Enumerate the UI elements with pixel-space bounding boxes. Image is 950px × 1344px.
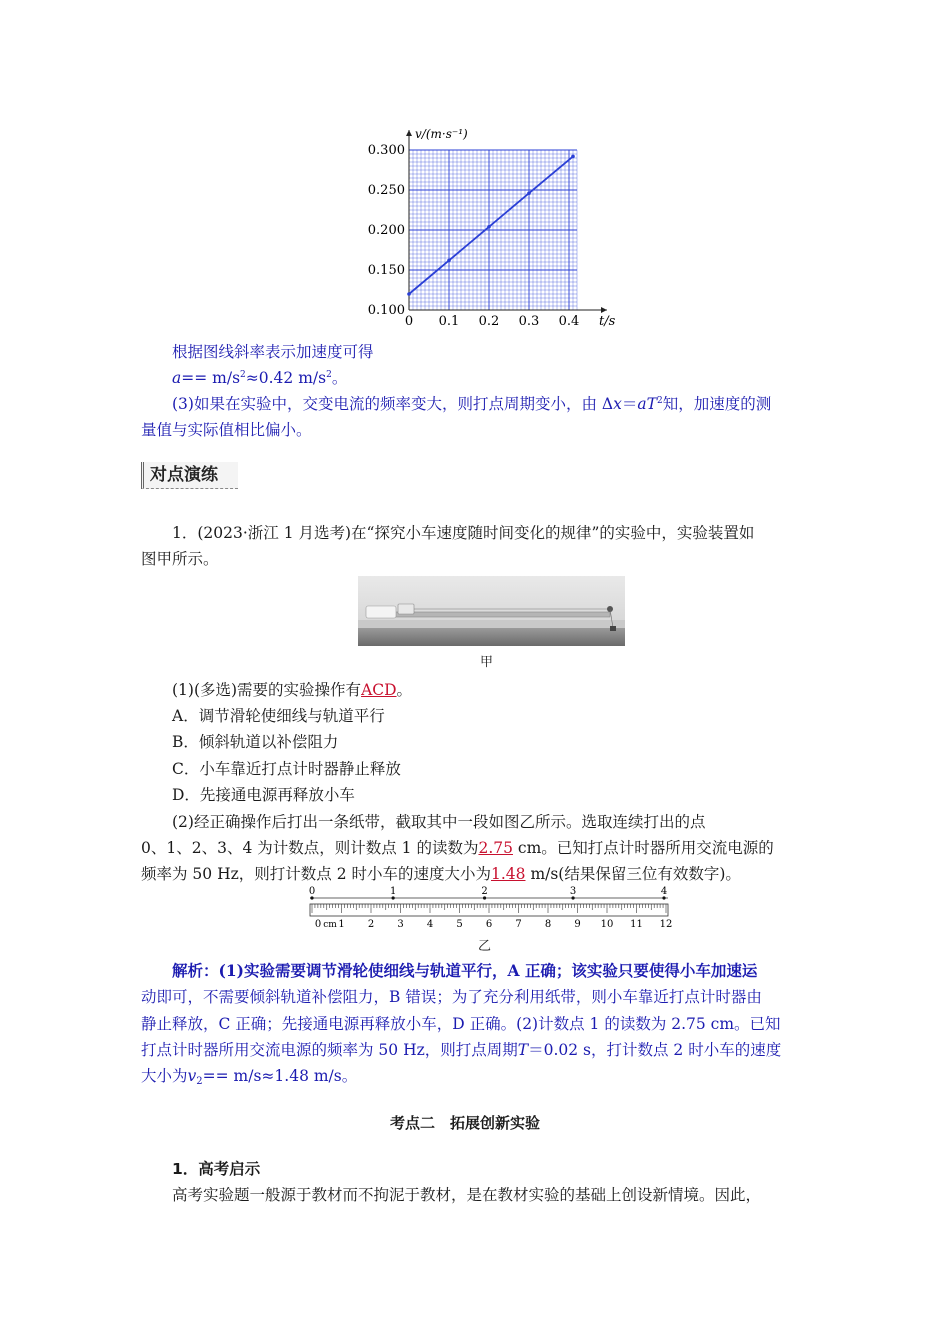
data-point bbox=[527, 191, 531, 195]
section-tag: 对点演练 bbox=[150, 465, 218, 485]
option-c: C．小车靠近打点计时器静止释放 bbox=[172, 760, 401, 778]
y-axis-arrow-icon bbox=[406, 130, 412, 136]
y-tick-label: 0.200 bbox=[367, 223, 405, 238]
x-tick-label: 0.2 bbox=[478, 314, 500, 329]
q2-l3-b: m/s(结果保留三位有效数字)。 bbox=[530, 865, 741, 883]
x-tick-label: 0.1 bbox=[438, 314, 460, 329]
q2-answer-2: 1.48 bbox=[490, 865, 526, 883]
option-a: A．调节滑轮使细线与轨道平行 bbox=[172, 707, 385, 725]
ruler-number: 11 bbox=[630, 919, 643, 930]
question-1-line1: 1．(2023·浙江 1 月选考)在“探究小车速度随时间变化的规律”的实验中，实验装置如 bbox=[172, 524, 755, 542]
question-1-line2: 图甲所示。 bbox=[141, 550, 219, 568]
ruler-unit: cm bbox=[323, 920, 337, 930]
table-edge bbox=[358, 628, 625, 646]
sub: 2 bbox=[196, 1076, 203, 1087]
x-axis-arrow-icon bbox=[601, 307, 607, 313]
q2-answer-1: 2.75 bbox=[478, 839, 513, 857]
solution-line4 bbox=[141, 1037, 781, 1063]
ruler-number: 6 bbox=[485, 919, 493, 930]
chart-x-axis-label: t/s bbox=[599, 314, 616, 329]
table-top bbox=[358, 620, 625, 628]
apparatus-photo bbox=[358, 576, 625, 646]
p3-b: 知，加速度的测 bbox=[662, 395, 772, 413]
analysis-slope-text: 根据图线斜率表示加速度可得 bbox=[172, 343, 374, 361]
chart-y-axis-label: v/(m·s⁻¹) bbox=[415, 127, 468, 141]
symbol-a: a bbox=[172, 369, 182, 387]
symbol-aT: aT bbox=[637, 395, 657, 413]
ruler-number: 1 bbox=[338, 919, 345, 930]
ruler-number: 2 bbox=[367, 919, 375, 930]
chart-series bbox=[407, 155, 575, 296]
tape-point-label: 1 bbox=[389, 886, 397, 897]
solution-line1 bbox=[172, 958, 757, 984]
x-tick-label: 0.3 bbox=[518, 314, 540, 329]
ruler-number: 3 bbox=[397, 919, 404, 930]
series-line bbox=[409, 156, 573, 294]
s4-a: 打点计时器所用交流电源的频率为 50 Hz，则打点周期 bbox=[141, 1041, 518, 1059]
figure-jia-caption: 甲 bbox=[480, 655, 494, 670]
ruler-number: 10 bbox=[600, 919, 614, 930]
timer-icon bbox=[366, 606, 396, 618]
data-point bbox=[487, 225, 491, 229]
data-point bbox=[407, 292, 411, 296]
subheading-text: 1．高考启示 bbox=[172, 1160, 261, 1178]
symbol-v: v bbox=[187, 1067, 197, 1085]
chart-tick-labels bbox=[368, 143, 580, 329]
data-point bbox=[447, 259, 451, 263]
s5-b: == m/s≈1.48 m/s。 bbox=[202, 1067, 358, 1085]
weight-icon bbox=[610, 626, 616, 631]
ruler-number: 8 bbox=[544, 919, 552, 930]
solution-text: 解析：(1)实验需要调节滑轮使细线与轨道平行，A 正确；该实验只要使得小车加速运 bbox=[172, 961, 758, 980]
sup: 2 bbox=[240, 370, 246, 380]
q2-l2-b: cm。已知打点计时器所用交流电源的 bbox=[517, 839, 774, 857]
y-tick-label: 0.300 bbox=[367, 143, 405, 158]
y-tick-label: 0.250 bbox=[367, 183, 405, 198]
section2-title: 考点二 拓展创新实验 bbox=[390, 1114, 541, 1132]
track bbox=[380, 612, 610, 617]
q2-l2-a: 0、1、2、3、4 为计数点，则计数点 1 的读数为 bbox=[141, 839, 479, 857]
q1-prefix: (1)(多选)需要的实验操作有 bbox=[172, 681, 362, 699]
section2-subheading bbox=[172, 1156, 260, 1182]
period: 。 bbox=[331, 369, 348, 387]
sup: 2 bbox=[326, 370, 332, 380]
tape-point-label: 2 bbox=[481, 886, 488, 897]
y-tick-label: 0.150 bbox=[367, 263, 405, 278]
question-part2-line2 bbox=[141, 835, 774, 861]
ruler-number: 7 bbox=[515, 919, 522, 930]
eq: ＝ bbox=[621, 395, 638, 413]
y-tick-label: 0.100 bbox=[367, 303, 405, 318]
p3-a: (3)如果在实验中，交变电流的频率变大，则打点周期变小，由 Δ bbox=[172, 395, 614, 413]
analysis-part3-line2: 量值与实际值相比偏小。 bbox=[141, 421, 312, 439]
tape-point-label: 4 bbox=[660, 886, 668, 897]
option-b: B．倾斜轨道以补偿阻力 bbox=[172, 733, 339, 751]
ruler-number: 0 bbox=[314, 919, 322, 930]
solution-line2: 动即可，不需要倾斜轨道补偿阻力，B 错误；为了充分利用纸带，则小车靠近打点计时器由 bbox=[141, 988, 762, 1006]
tape-point-label: 0 bbox=[308, 886, 316, 897]
q2-l3-a: 频率为 50 Hz，则打计数点 2 时小车的速度大小为 bbox=[141, 865, 491, 883]
ruler-number: 9 bbox=[574, 919, 581, 930]
ruler-number: 12 bbox=[659, 919, 673, 930]
question-part2-line1: (2)经正确操作后打出一条纸带，截取其中一段如图乙所示。选取连续打出的点 bbox=[172, 813, 706, 831]
eq-text: == m/s bbox=[181, 369, 241, 387]
question-part1 bbox=[172, 677, 412, 703]
option-d: D．先接通电源再释放小车 bbox=[172, 786, 355, 804]
analysis-acceleration-result bbox=[172, 365, 347, 391]
q1-suffix: 。 bbox=[396, 681, 413, 699]
section2-paragraph: 高考实验题一般源于教材而不拘泥于教材，是在教材实验的基础上创设新情境。因此， bbox=[172, 1186, 762, 1204]
analysis-part3-line1 bbox=[172, 391, 771, 417]
ruler-number: 5 bbox=[456, 919, 463, 930]
sup: 2 bbox=[656, 396, 663, 406]
velocity-time-graph bbox=[355, 120, 625, 335]
symbol-T: T bbox=[517, 1041, 529, 1059]
solution-line3: 静止释放，C 正确；先接通电源再释放小车，D 正确。(2)计数点 1 的读数为 2.75 cm。已知 bbox=[141, 1015, 781, 1033]
figure-yi-caption: 乙 bbox=[478, 939, 492, 954]
s4-b: ＝0.02 s，打计数点 2 时小车的速度 bbox=[528, 1041, 782, 1059]
symbol-x: x bbox=[613, 395, 622, 413]
ruler-tape-figure bbox=[300, 884, 680, 936]
x-tick-label: 0.4 bbox=[558, 314, 580, 329]
approx-text: ≈0.42 m/s bbox=[245, 369, 327, 387]
cart-icon bbox=[398, 604, 414, 614]
solution-line5 bbox=[141, 1063, 357, 1089]
q1-answer: ACD bbox=[361, 681, 397, 699]
x-tick-label: 0 bbox=[404, 314, 414, 329]
s5-a: 大小为 bbox=[141, 1067, 188, 1085]
data-point bbox=[571, 155, 575, 159]
tape-point-label: 3 bbox=[569, 886, 577, 897]
ruler-number: 4 bbox=[426, 919, 434, 930]
